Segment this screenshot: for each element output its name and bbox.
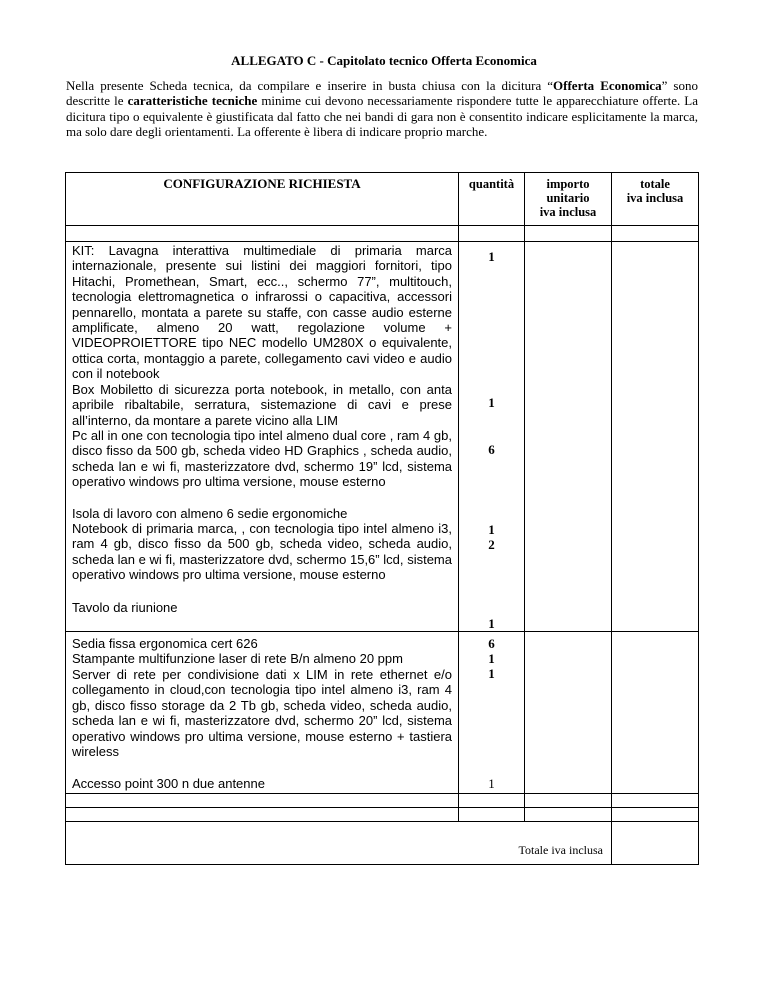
qty-sedia-fissa: 6: [488, 636, 495, 651]
empty-row-2: [66, 808, 699, 822]
header-unit-price-line-2: unitario: [546, 191, 590, 205]
items-block-2-descriptions: [66, 632, 459, 794]
qty-notebook: 2: [488, 537, 495, 552]
header-total-line-1: totale: [640, 177, 670, 191]
item-notebook: Notebook di primaria marca, , con tecnologia tipo intel almeno i3, ram 4 gb, disco fisso da 500 gb, scheda video, scheda audio, scheda lan e wi fi, masterizzatore dvd, schermo 15,6” lcd, sistema operativo windows pro ultima versione, mouse esterno: [72, 521, 452, 583]
header-quantity: quantità: [459, 173, 525, 226]
header-total-line-2: iva inclusa: [626, 191, 684, 205]
item-server-rete: Server di rete per condivisione dati x LIM in rete ethernet e/o collegamento in cloud,con tecnologia tipo intel almeno i3, ram 4 gb, disco fisso storage da 2 Tb gb, scheda video, scheda audio, scheda lan e wi fi, masterizzatore dvd, schermo 20” lcd, sistema operativo windows pro ultima versione, mouse esterno + tastiera wireless: [72, 667, 452, 760]
specification-table: [65, 172, 699, 865]
item-access-point: Accesso point 300 n due antenne: [72, 776, 265, 791]
qty-tavolo-riunione: 1: [488, 616, 495, 631]
item-box-mobiletto: Box Mobiletto di sicurezza porta notebook, in metallo, con anta apribile ribaltabile, serratura, sistemazione di cavi e prese all’interno, da montare a parete vicino alla LIM: [72, 382, 452, 428]
intro-bold-offerta: Offerta Economica: [553, 78, 662, 93]
spacer-row: [66, 226, 699, 242]
qty-access-point: 1: [488, 776, 495, 791]
total-row: [66, 822, 699, 865]
intro-text-3: minime cui devono necessariamente rispondere tutte le apparecchiature offerte. La dicitura tipo o equivalente è giustificata dal fatto che nei bandi di gara non è consentito indicare esplicitamente la marca, ma solo dare degli orientamenti. La offerente è libera di indicare proprio marche.: [66, 93, 698, 139]
qty-box-mobiletto: 1: [488, 395, 495, 410]
header-unit-price-line-3: iva inclusa: [539, 205, 597, 219]
header-row: [66, 173, 699, 226]
items-block-2: [66, 632, 699, 794]
items-block-2-quantities: [459, 632, 525, 794]
total-label: Totale iva inclusa: [518, 843, 603, 857]
qty-kit-lim: 1: [488, 249, 495, 264]
empty-row-1: [66, 794, 699, 808]
intro-text-1: Nella presente Scheda tecnica, da compilare e inserire in busta chiusa con la dicitura “: [66, 78, 554, 93]
header-unit-price-line-1: importo: [546, 177, 590, 191]
items-block-1-quantities: [459, 242, 525, 632]
header-unit-price: [525, 173, 612, 226]
items-block-1: [66, 242, 699, 632]
header-configuration: CONFIGURAZIONE RICHIESTA: [66, 173, 459, 226]
unit-price-cell-block-2[interactable]: [525, 632, 612, 794]
item-pc-all-in-one: Pc all in one con tecnologia tipo intel almeno dual core , ram 4 gb, disco fisso da 500 gb, scheda video HD Graphics , scheda audio, scheda lan e wi fi, masterizzatore dvd, schermo 19” lcd, sistema operativo windows pro ultima versione, mouse esterno: [72, 428, 452, 490]
items-block-1-descriptions: [66, 242, 459, 632]
qty-pc-all-in-one: 6: [488, 442, 495, 457]
intro-bold-caratteristiche: caratteristiche tecniche: [127, 93, 258, 109]
document-title: ALLEGATO C - Capitolato tecnico Offerta Economica: [231, 53, 537, 68]
qty-isola-lavoro: 1: [488, 522, 495, 537]
intro-text-2: ” sono descritte le: [66, 78, 698, 109]
qty-stampante: 1: [488, 651, 495, 666]
header-total: [612, 173, 699, 226]
item-stampante: Stampante multifunzione laser di rete B/n almeno 20 ppm: [72, 651, 403, 666]
unit-price-cell-block-1[interactable]: [525, 242, 612, 632]
intro-paragraph: [66, 78, 698, 139]
total-cell-block-2[interactable]: [612, 632, 699, 794]
total-cell-block-1[interactable]: [612, 242, 699, 632]
item-sedia-fissa: Sedia fissa ergonomica cert 626: [72, 636, 258, 651]
qty-server-rete: 1: [488, 666, 495, 681]
item-tavolo-riunione: Tavolo da riunione: [72, 600, 178, 615]
item-isola-lavoro: Isola di lavoro con almeno 6 sedie ergonomiche: [72, 506, 348, 521]
total-label-cell: [66, 822, 612, 865]
grand-total-cell[interactable]: [612, 822, 699, 865]
item-kit-lim: KIT: Lavagna interattiva multimediale di primaria marca internazionale, presente sui listini dei maggiori fornitori, tipo Hitachi, Promethean, Smart, ecc.., schermo 77”, multitouch, tecnologia elettromagnetica o infrarossi o capacitiva, accessori pennarello, montata a parete su staffe, con casse audio esterne amplificate, almeno 20 watt, regolazione volume + VIDEOPROIETTORE tipo NEC modello UM280X o equivalente, ottica corta, montaggio a parete, collegamento cavi video e audio con il notebook: [72, 243, 452, 382]
